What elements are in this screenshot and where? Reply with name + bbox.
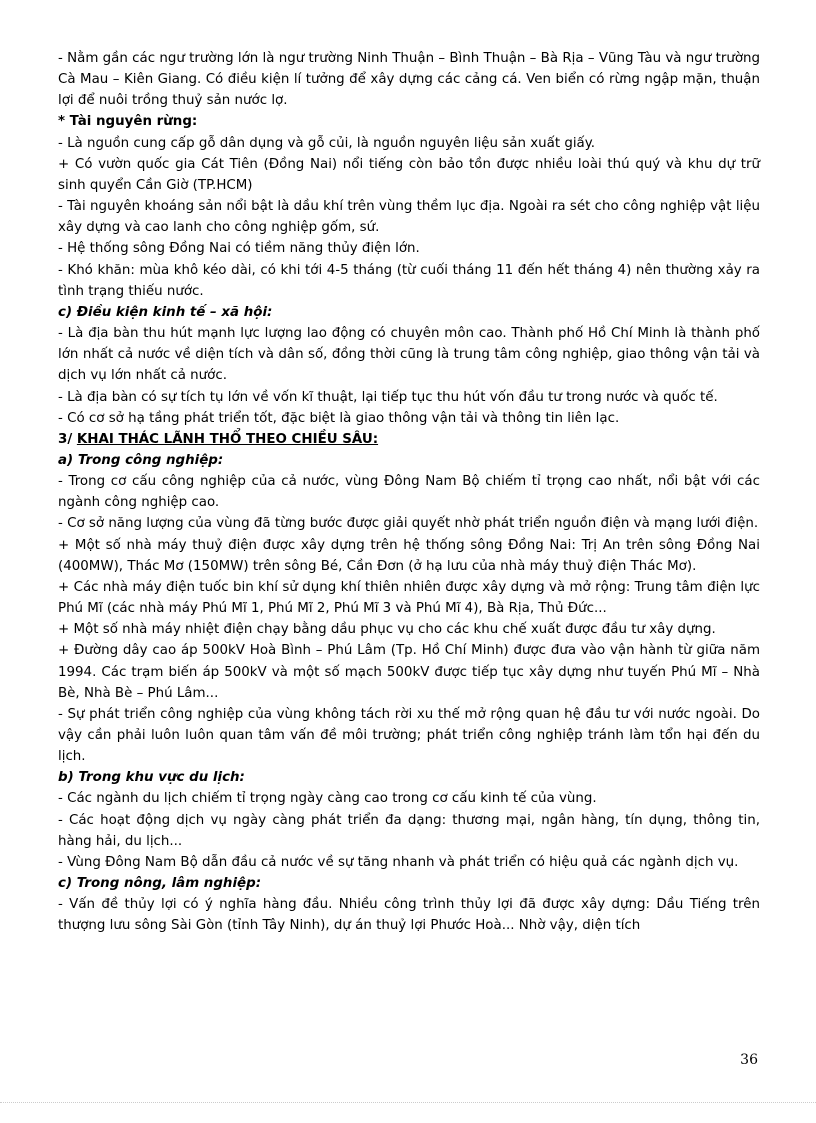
page-number: 36 — [740, 1052, 758, 1068]
major-heading-number: 3/ — [58, 431, 77, 447]
paragraph: - Cơ sở năng lượng của vùng đã từng bước được giải quyết nhờ phát triển nguồn điện và mạng lưới điện. — [58, 516, 759, 532]
paragraph: + Một số nhà máy nhiệt điện chạy bằng dầu phục vụ cho các khu chế xuất được đầu tư xây dựng. — [58, 622, 716, 638]
paragraph: - Hệ thống sông Đồng Nai có tiềm năng thủy điện lớn. — [58, 241, 420, 257]
page-bottom-divider — [0, 1102, 816, 1103]
paragraph: - Khó khăn: mùa khô kéo dài, có khi tới 4-5 tháng (từ cuối tháng 11 đến hết tháng 4) nên thường xảy ra tình trạng thiếu nước. — [58, 262, 760, 299]
paragraph: + Có vườn quốc gia Cát Tiên (Đồng Nai) nổi tiếng còn bảo tồn được nhiều loài thú quý và khu dự trữ sinh quyển Cần Giờ (TP.HCM) — [58, 156, 760, 193]
paragraph: - Các hoạt động dịch vụ ngày càng phát triển đa dạng: thương mại, ngân hàng, tín dụng, thông tin, hàng hải, du lịch... — [58, 812, 760, 849]
major-heading-title: KHAI THÁC LÃNH THỔ THEO CHIỀU SÂU: — [76, 431, 379, 447]
paragraph: - Trong cơ cấu công nghiệp của cả nước, vùng Đông Nam Bộ chiếm tỉ trọng cao nhất, nổi bật với các ngành công nghiệp cao. — [58, 474, 760, 511]
subsection-heading: b) Trong khu vực du lịch: — [58, 770, 245, 786]
paragraph: - Là địa bàn có sự tích tụ lớn về vốn kĩ thuật, lại tiếp tục thu hút vốn đầu tư trong nước và quốc tế. — [58, 389, 718, 405]
paragraph: - Sự phát triển công nghiệp của vùng không tách rời xu thế mở rộng quan hệ đầu tư với nước ngoài. Do vậy cần phải luôn luôn quan tâm vấn đề môi trường; phát triển công nghiệp tránh làm tổn hại đến du lịch. — [58, 706, 760, 765]
paragraph: - Là địa bàn thu hút mạnh lực lượng lao động có chuyên môn cao. Thành phố Hồ Chí Minh là thành phố lớn nhất cả nước về diện tích và dân số, đồng thời cũng là trung tâm công nghiệp, giao thông vận tải và dịch vụ lớn nhất cả nước. — [58, 326, 760, 384]
paragraph: - Tài nguyên khoáng sản nổi bật là dầu khí trên vùng thềm lục địa. Ngoài ra sét cho công nghiệp vật liệu xây dựng và cao lanh cho công nghiệp gốm, sứ. — [58, 199, 760, 236]
paragraph: - Vấn đề thủy lợi có ý nghĩa hàng đầu. Nhiều công trình thủy lợi đã được xây dựng: Dầu Tiếng trên thượng lưu sông Sài Gòn (tỉnh Tây Ninh), dự án thuỷ lợi Phước Hoà... Nhờ vậy, diện tích — [58, 897, 760, 934]
paragraph: - Vùng Đông Nam Bộ dẫn đầu cả nước về sự tăng nhanh và phát triển có hiệu quả các ngành dịch vụ. — [58, 854, 739, 870]
paragraph: - Có cơ sở hạ tầng phát triển tốt, đặc biệt là giao thông vận tải và thông tin liên lạc. — [58, 410, 620, 426]
document-body — [58, 48, 760, 937]
paragraph: + Các nhà máy điện tuốc bin khí sử dụng khí thiên nhiên được xây dựng và mở rộng: Trung tâm điện lực Phú Mĩ (các nhà máy Phú Mĩ 1, Phú Mĩ 2, Phú Mĩ 3 và Phú Mĩ 4), Bà Rịa, Thủ Đức... — [58, 579, 760, 617]
paragraph: + Đường dây cao áp 500kV Hoà Bình – Phú Lâm (Tp. Hồ Chí Minh) được đưa vào vận hành từ giữa năm 1994. Các trạm biến áp 500kV và một số mạch 500kV được tiếp tục xây dựng như tuyến Phú Mĩ – Nhà Bè, Nhà Bè – Phú Lâm... — [58, 643, 760, 701]
major-heading — [58, 429, 760, 450]
paragraph: + Một số nhà máy thuỷ điện được xây dựng trên hệ thống sông Đồng Nai: Trị An trên sông Đồng Nai (400MW), Thác Mơ (150MW) trên sông Bé, Cần Đơn (ở hạ lưu của nhà máy thuỷ điện Thác Mơ). — [58, 537, 760, 574]
paragraph: - Là nguồn cung cấp gỗ dân dụng và gỗ củi, là nguồn nguyên liệu sản xuất giấy. — [58, 135, 596, 151]
paragraph: - Các ngành du lịch chiếm tỉ trọng ngày càng cao trong cơ cấu kinh tế của vùng. — [58, 791, 597, 807]
section-heading: * Tài nguyên rừng: — [58, 114, 198, 130]
subsection-heading: a) Trong công nghiệp: — [58, 452, 224, 468]
subsection-heading: c) Điều kiện kinh tế – xã hội: — [58, 304, 273, 320]
subsection-heading: c) Trong nông, lâm nghiệp: — [58, 876, 262, 892]
paragraph: - Nằm gần các ngư trường lớn là ngư trường Ninh Thuận – Bình Thuận – Bà Rịa – Vũng Tàu và ngư trường Cà Mau – Kiên Giang. Có điều kiện lí tưởng để xây dựng các cảng cá. Ven biển có rừng ngập mặn, thuận lợi để nuôi trồng thuỷ sản nước lợ. — [58, 51, 760, 109]
